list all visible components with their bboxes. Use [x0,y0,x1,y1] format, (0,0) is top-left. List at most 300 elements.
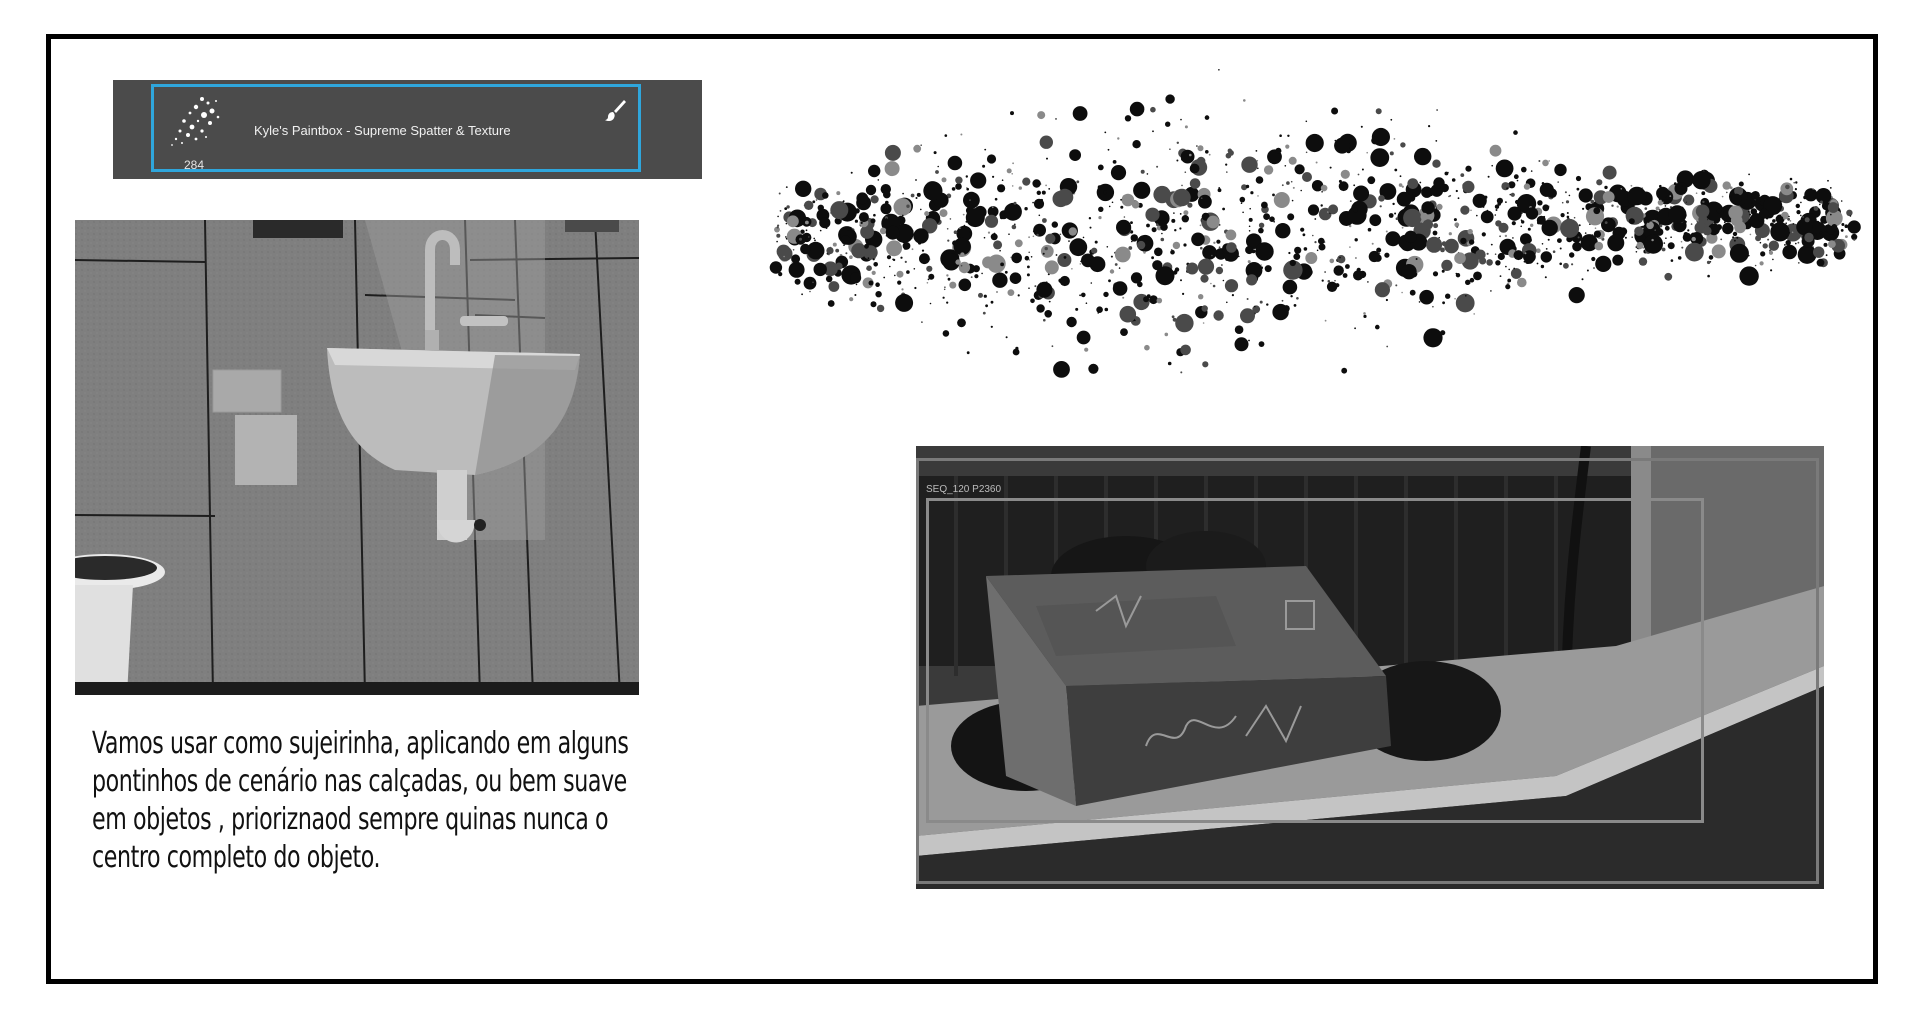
spatter-dot [1760,242,1762,244]
spatter-dot [1524,183,1530,189]
spatter-dot [1303,233,1306,236]
spatter-dot [871,301,877,307]
spatter-dot [1260,266,1263,269]
spatter-dot [1180,345,1191,356]
spatter-dot [1337,255,1345,263]
spatter-dot [959,262,970,273]
spatter-dot [1218,188,1222,192]
spatter-dot [1256,176,1264,184]
spatter-dot [1006,336,1008,338]
spatter-dot [770,261,782,273]
spatter-dot [1512,221,1516,225]
spatter-dot [1585,232,1587,234]
spatter-dot [1515,200,1519,204]
spatter-dot [901,288,903,290]
spatter-dot [978,293,983,298]
spatter-dot [1703,226,1712,235]
spatter-dot [1820,201,1823,204]
spatter-dot [792,262,794,264]
spatter-dot [966,175,968,177]
spatter-dot [947,240,949,242]
spatter-dot [1141,170,1145,174]
spatter-dot [776,241,778,243]
spatter-dot [1639,257,1647,265]
spatter-dot [1482,206,1484,208]
spatter-dot [1325,320,1327,322]
spatter-dot [971,276,973,278]
spatter-dot [982,165,985,168]
spatter-dot [1004,203,1022,221]
spatter-dot [1069,149,1081,161]
spatter-dot [1625,237,1627,239]
spatter-dot [1785,185,1790,190]
spatter-dot [1798,242,1800,244]
spatter-dot [1260,301,1263,304]
spatter-dot [1185,125,1188,128]
spatter-dot [1044,310,1052,318]
spatter-dot [1666,226,1668,228]
spatter-dot [1200,247,1203,250]
spatter-dot [942,177,947,182]
spatter-dot [1644,225,1646,227]
spatter-dot [1400,175,1402,177]
spatter-dot [1559,263,1562,266]
spatter-dot [1290,295,1292,297]
spatter-dot [1018,294,1020,296]
spatter-dot [1390,119,1392,121]
spatter-dot [1702,201,1704,203]
spatter-dot [1226,171,1228,173]
spatter-dot [1591,257,1595,261]
spatter-dot [1300,190,1302,192]
spatter-dot [1177,142,1179,144]
spatter-dot [1037,111,1045,119]
spatter-dot [963,214,965,216]
spatter-dot [1314,218,1316,220]
spatter-dot [1565,191,1567,193]
spatter-dot [1670,236,1672,238]
spatter-dot [1045,234,1055,244]
spatter-dot [1419,290,1434,305]
spatter-dot [1444,239,1459,254]
spatter-dot [1120,306,1137,323]
spatter-dot [1561,213,1565,217]
spatter-dot [1385,231,1400,246]
spatter-dot [873,262,878,267]
spatter-dot [1200,275,1208,283]
spatter-dot [1469,239,1474,244]
spatter-dot [1285,145,1289,149]
spatter-dot [985,215,998,228]
spatter-dot [1665,237,1667,239]
spatter-dot [1156,266,1175,285]
spatter-dot [1722,223,1733,234]
spatter-dot [1681,241,1683,243]
spatter-dot [1247,298,1249,300]
spatter-dot [1045,185,1047,187]
spatter-dot [983,312,986,315]
spatter-dot [1433,271,1438,276]
spatter-dot [849,281,851,283]
spatter-dot [1553,250,1556,253]
spatter-dot [809,291,811,293]
brush-preset-panel [113,80,702,179]
spatter-dot [856,284,858,286]
spatter-dot [1105,308,1109,312]
spatter-dot [988,232,990,234]
spatter-dot [1736,237,1738,239]
spatter-dot [1831,224,1837,230]
spatter-dot [935,170,939,174]
spatter-dot [833,243,837,247]
spatter-dot [1579,224,1581,226]
spatter-dot [1368,228,1372,232]
spatter-dot [1529,241,1531,243]
spatter-dot [1375,325,1380,330]
spatter-dot [916,197,918,199]
spatter-dot [1246,185,1249,188]
spatter-dot [969,231,971,233]
spatter-dot [1248,340,1250,342]
spatter-dot [995,198,998,201]
spatter-dot [1174,229,1176,231]
spatter-dot [1110,269,1114,273]
spatter-dot [845,252,847,254]
spatter-dot [1436,109,1438,111]
spatter-dot [1636,242,1643,249]
spatter-dot [789,262,805,278]
spatter-dot [1432,160,1440,168]
spatter-dot [1266,303,1268,305]
spatter-dot [1848,220,1861,233]
spatter-dot [1845,235,1848,238]
spatter-dot [1318,238,1325,245]
spatter-dot [1180,119,1182,121]
spatter-dot [1176,160,1178,162]
spatter-dot [1605,221,1608,224]
spatter-dot [885,218,887,220]
spatter-dot [1216,240,1220,244]
spatter-dot [966,221,968,223]
spatter-dot [1011,253,1022,264]
spatter-dot [1169,148,1171,150]
spatter-dot [1321,204,1323,206]
spatter-dot [1495,214,1497,216]
spatter-dot [1190,164,1200,174]
spatter-dot [1460,173,1464,177]
spatter-dot [897,281,901,285]
spatter-dot [937,166,939,168]
spatter-dot [1499,235,1501,237]
spatter-dot [1460,206,1469,215]
spatter-dot [1213,285,1216,288]
spatter-dot [954,230,958,234]
spatter-dot [858,199,860,201]
spatter-dot [1748,255,1750,257]
spatter-dot [1692,237,1696,241]
spatter-dot [1317,250,1319,252]
spatter-dot [785,236,787,238]
spatter-dot [992,273,1007,288]
spatter-dot [1112,202,1114,204]
spatter-dot [1216,267,1223,274]
brush-stroke-thumbnail [162,91,232,149]
spatter-dot [1691,223,1693,225]
spatter-dot [1171,219,1175,223]
spatter-dot [1292,200,1294,202]
spatter-dot [814,263,827,276]
spatter-dot [1576,176,1581,181]
spatter-dot [1800,202,1802,204]
spatter-dot [1257,168,1259,170]
spatter-dot [955,177,962,184]
spatter-dot [1611,205,1613,207]
spatter-dot [919,253,930,264]
spatter-dot [1071,268,1073,270]
spatter-dot [1273,221,1275,223]
spatter-dot [1432,306,1434,308]
spatter-dot [1042,191,1046,195]
spatter-dot [1248,260,1251,263]
spatter-dot [826,276,833,283]
spatter-dot [1603,191,1615,203]
spatter-dot [1028,287,1030,289]
spatter-dot [1116,220,1131,235]
spatter-dot [1113,281,1128,296]
spatter-dot [1296,297,1299,300]
spatter-dot [1027,266,1030,269]
spatter-dot [1358,174,1360,176]
spatter-dot [1010,111,1014,115]
spatter-dot [1819,231,1822,234]
spatter-dot [1582,278,1584,280]
spatter-dot [1421,213,1429,221]
spatter-dot [1128,246,1132,250]
spatter-dot [1834,232,1838,236]
spatter-dot [1769,251,1773,255]
spatter-dot [1175,314,1193,332]
spatter-dot [1526,207,1538,219]
spatter-dot [1392,203,1394,205]
spatter-dot [1577,188,1580,191]
spatter-dot [1819,204,1821,206]
spatter-dot [1666,196,1670,200]
spatter-dot [914,287,916,289]
spatter-dot [1202,245,1217,260]
spatter-dot [1302,172,1312,182]
spatter-dot [1419,182,1421,184]
spatter-dot [1434,225,1437,228]
spatter-dot [861,222,863,224]
spatter-dot [1305,269,1313,277]
spatter-dot [1198,145,1204,151]
spatter-dot [926,266,932,272]
spatter-dot [1642,228,1644,230]
spatter-dot [967,351,970,354]
spatter-dot [1567,212,1569,214]
spatter-dot [944,286,946,288]
spatter-dot [1458,197,1460,199]
spatter-dot [920,209,922,211]
spatter-dot [1180,213,1182,215]
spatter-dot [1604,186,1607,189]
spatter-dot [1521,167,1527,173]
spatter-dot [1497,202,1501,206]
spatter-dot [1143,251,1146,254]
spatter-dot [1815,234,1817,236]
spatter-dot [777,226,779,228]
spatter-dot [1545,276,1547,278]
spatter-dot [1784,244,1786,246]
spatter-dot [984,295,987,298]
spatter-dot [1501,182,1509,190]
spatter-dot [1645,207,1648,210]
spatter-dot [841,235,851,245]
spatter-dot [1386,299,1388,301]
spatter-dot [946,302,948,304]
spatter-dot [1590,200,1594,204]
spatter-dot [1226,230,1237,241]
spatter-dot [786,186,788,188]
spatter-dot [1533,199,1535,201]
spatter-dot [1505,235,1507,237]
spatter-dot [1069,238,1087,256]
spatter-dot [1218,69,1220,71]
spatter-dot [1151,256,1154,259]
spatter-dot [1032,179,1040,187]
spatter-dot [1671,259,1674,262]
spatter-dot [1674,182,1677,185]
spatter-dot [1403,209,1421,227]
spatter-dot [1132,201,1140,209]
spatter-dot [1308,204,1319,215]
spatter-dot [900,257,902,259]
spatter-dot [922,250,924,252]
spatter-dot [875,282,880,287]
spatter-dot [1426,237,1442,253]
spatter-dot [1328,204,1338,214]
spatter-dot [1210,283,1212,285]
spatter-dot [1250,191,1253,194]
spatter-dot [1146,224,1150,228]
spatter-dot [1465,280,1470,285]
spatter-dot [1353,207,1358,212]
spatter-dot [940,209,948,217]
spatter-dot [1505,266,1507,268]
spatter-dot [1354,327,1356,329]
spatter-dot [1465,295,1467,297]
spatter-dot [1073,106,1088,121]
spatter-dot [1405,231,1417,243]
spatter-dot [835,263,842,270]
spatter-dot [1724,221,1726,223]
spatter-dot [1402,227,1404,229]
spatter-dot [1804,188,1817,201]
spatter-dot [1165,333,1169,337]
spatter-dot [1242,212,1244,214]
spatter-dot [1205,150,1209,154]
spatter-dot [814,240,816,242]
spatter-dot [1572,242,1582,252]
spatter-dot [1246,274,1257,285]
spatter-dot [1845,224,1849,228]
spatter-dot [1749,214,1751,216]
spatter-dot [985,304,988,307]
spatter-dot [1000,263,1004,267]
spatter-dot [1290,260,1296,266]
spatter-dot [1132,140,1140,148]
brush-icon[interactable] [602,97,628,123]
spatter-dot [1370,148,1389,167]
spatter-dot [1828,202,1839,213]
spatter-dot [1366,152,1368,154]
spatter-dot [1636,251,1638,253]
spatter-dot [812,200,815,203]
spatter-dot [1173,242,1180,249]
spatter-dot [1367,281,1369,283]
spatter-dot [1376,248,1381,253]
spatter-dot [1235,325,1244,334]
spatter-dot [893,259,895,261]
spatter-dot [906,270,910,274]
spatter-dot [1143,296,1149,302]
spatter-dot [1665,205,1667,207]
spatter-dot [804,277,817,290]
spatter-dot [1036,282,1052,298]
spatter-dot [1613,237,1615,239]
spatter-dot [1574,217,1576,219]
spatter-dot [883,277,885,279]
spatter-dot [885,161,900,176]
spatter-dot [1595,256,1611,272]
spatter-dot [1456,190,1458,192]
spatter-dot [1841,223,1844,226]
spatter-dot [1288,252,1290,254]
spatter-dot [1254,306,1256,308]
spatter-dot [1300,228,1304,232]
spatter-dot [1375,282,1390,297]
spatter-dot [1397,192,1412,207]
spatter-dot [1507,279,1511,283]
spatter-dot [1165,94,1174,103]
spatter-dot [913,145,921,153]
spatter-dot [1181,150,1195,164]
spatter-dot [1442,270,1445,273]
spatter-dot [1353,186,1369,202]
spatter-dot [964,225,966,227]
spatter-dot [1280,150,1282,152]
spatter-dot [1407,178,1418,189]
spatter-dot [1490,290,1492,292]
spatter-dot [1421,201,1434,214]
spatter-dot [777,216,779,218]
spatter-dot [1513,268,1515,270]
spatter-dot [1222,208,1225,211]
brush-preset-item[interactable] [151,84,641,172]
spatter-dot [1171,249,1173,251]
spatter-dot [1257,195,1259,197]
spatter-dot [1154,248,1163,257]
spatter-dot [1103,190,1107,194]
spatter-dot [1090,256,1106,272]
spatter-dot [1500,275,1502,277]
spatter-dot [1328,280,1331,283]
spatter-dot [1095,241,1098,244]
spatter-dot [1133,182,1150,199]
spatter-dot [1540,183,1554,197]
spatter-dot [1353,270,1363,280]
spatter-dot [1186,263,1198,275]
